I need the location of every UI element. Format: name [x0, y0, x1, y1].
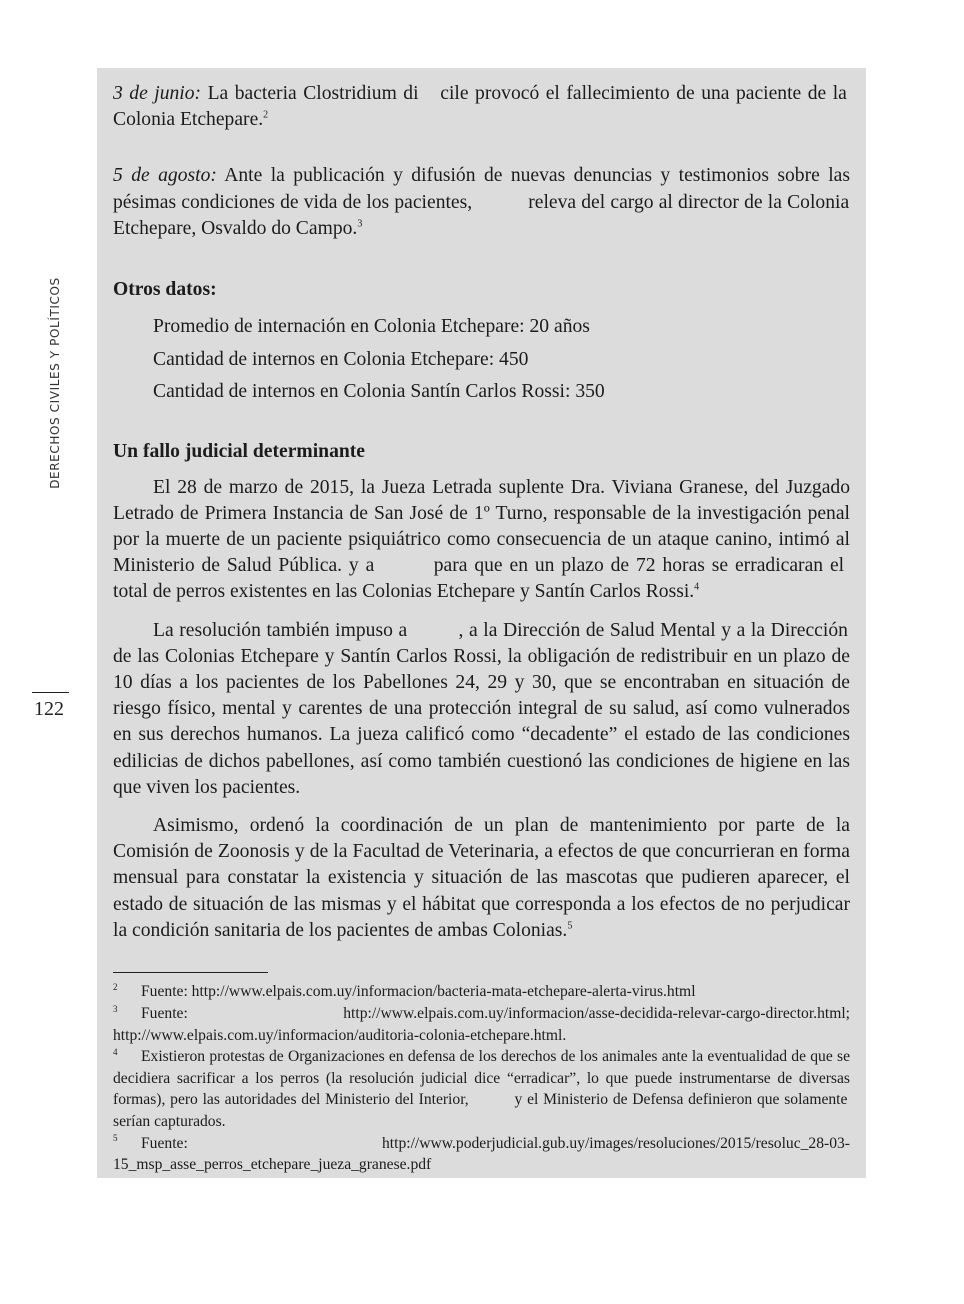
footnote-ref[interactable]: 2 — [263, 109, 269, 121]
ruling-paragraph — [113, 475, 850, 606]
list-item: Cantidad de internos en Colonia Santín Carlos Rossi: 350 — [153, 381, 605, 403]
page-number: 122 — [34, 698, 64, 720]
content-panel — [97, 68, 866, 1178]
page-number-rule — [32, 692, 69, 693]
paragraph-text: Asimismo, ordenó la coordinación de un plan de mantenimiento por parte de la Comisión de Zoonosis y de la Facultad de Veterinaria, a efectos de que concurrieran en forma mensual para constatar la existencia y situación de las mascotas que pudieren aparecer, el estado de situación de las mismas y el hábitat que corresponda a los efectos de no perjudicar la condición sanitaria de los pacientes de ambas Colonias. — [113, 814, 850, 941]
footnote-ref[interactable]: 5 — [567, 920, 573, 932]
other-data-list — [153, 311, 850, 409]
ruling-paragraph — [113, 618, 850, 801]
event-date: 3 de junio: — [113, 83, 202, 104]
footnote-text: Fuente: http://www.elpais.com.uy/informacion/asse-decidida-relevar-cargo-director.html; http://www.elpais.com.uy/informacion/auditoria-colonia-etchepare.html. — [113, 1005, 850, 1044]
footnote: 3 Fuente: http://www.elpais.com.uy/informacion/asse-decidida-relevar-cargo-director.html; http://www.elpais.com.uy/informacion/auditoria-colonia-etchepare.html. — [113, 1003, 850, 1044]
other-data-heading: Otros datos: — [113, 279, 217, 301]
footnote-text: Fuente: http://www.elpais.com.uy/informacion/bacteria-mata-etchepare-alerta-virus.html — [141, 983, 696, 1001]
ruling-heading: Un fallo judicial determinante — [113, 440, 365, 462]
paragraph-text: La resolución también impuso a ⃞⃞⃞, a la Dirección de Salud Mental y a la Dirección de las Colonias Etchepare y Santín Carlos Rossi, la obligación de redistribuir en un plazo de 10 días a los pacientes de los Pabellones 24, 29 y 30, que se encontraban en situación de riesgo físico, mental y carentes de una protección integral de su salud, así como vulnerados en sus derechos humanos. La jueza calificó como “decadente” el estado de las condiciones edilicias de dichos pabellones, así como también cuestionó las condiciones de higiene en las que viven los pacientes. — [113, 619, 850, 798]
footnote-ref[interactable]: 3 — [357, 218, 363, 230]
footnote: 5 Fuente: http://www.poderjudicial.gub.uy/images/resoluciones/2015/resoluc_28-03-15_msp_asse_perros_etchepare_jueza_granese.pdf — [113, 1133, 850, 1174]
list-item: Promedio de internación en Colonia Etchepare: 20 años — [153, 316, 590, 338]
footnote-text: Fuente: http://www.poderjudicial.gub.uy/images/resoluciones/2015/resoluc_28-03-15_msp_asse_perros_etchepare_jueza_granese.pdf — [113, 1134, 850, 1174]
event-august — [113, 163, 850, 242]
event-june — [113, 81, 850, 133]
footnote-text: Existieron protestas de Organizaciones en defensa de los derechos de los animales ante la eventualidad de que se decidiera sacrificar a los perros (la resolución judicial dice “erradicar”, lo que puede instrumentarse de diversas formas), pero las autoridades del Ministerio del Interior, ⃞⃞⃞ y el Ministerio de Defensa definieron que solamente serían capturados. — [113, 1048, 850, 1131]
paragraph-text: El 28 de marzo de 2015, la Jueza Letrada suplente Dra. Viviana Granese, del Juzgado Letrado de Primera Instancia de San José de 1º Turno, responsable de la investigación penal por la muerte de un paciente psiquiátrico como consecuencia de un ataque canino, intimó al Ministerio de Salud Pública. y a ⃞⃞⃞ para que en un plazo de 72 horas se erradicaran el total de perros existentes en las Colonias Etchepare y Santín Carlos Rossi. — [113, 476, 850, 603]
footnote: 2 Fuente: http://www.elpais.com.uy/informacion/bacteria-mata-etchepare-alerta-virus.html — [113, 982, 696, 1001]
event-date: 5 de agosto: — [113, 165, 217, 187]
list-item: Cantidad de internos en Colonia Etchepare: 450 — [153, 348, 529, 370]
ruling-paragraph — [113, 813, 850, 944]
footnote: 4 Existieron protestas de Organizaciones en defensa de los derechos de los animales ante la eventualidad de que se decidiera sacrificar a los perros (la resolución judicial dice “erradicar”, lo que puede instrumentarse de diversas formas), pero las autoridades del Ministerio del Interior, ⃞⃞⃞ y el Ministerio de Defensa definieron que solamente serían capturados. — [113, 1047, 850, 1131]
running-section-label: DERECHOS CIVILES Y POLÍTICOS — [48, 277, 62, 489]
event-text: La bacteria Clostridium di⃞ cile provocó el fallecimiento de una paciente de la Colonia Etchepare. — [113, 83, 847, 131]
footnote-ref[interactable]: 4 — [694, 581, 700, 593]
footnote-rule — [113, 972, 268, 974]
event-text: Ante la publicación y difusión de nuevas denuncias y testimonios sobre las pésimas condiciones de vida de los pacientes, ⃞⃞⃞ releva del cargo al director de la Colonia Etchepare, Osvaldo do Campo. — [113, 165, 850, 239]
